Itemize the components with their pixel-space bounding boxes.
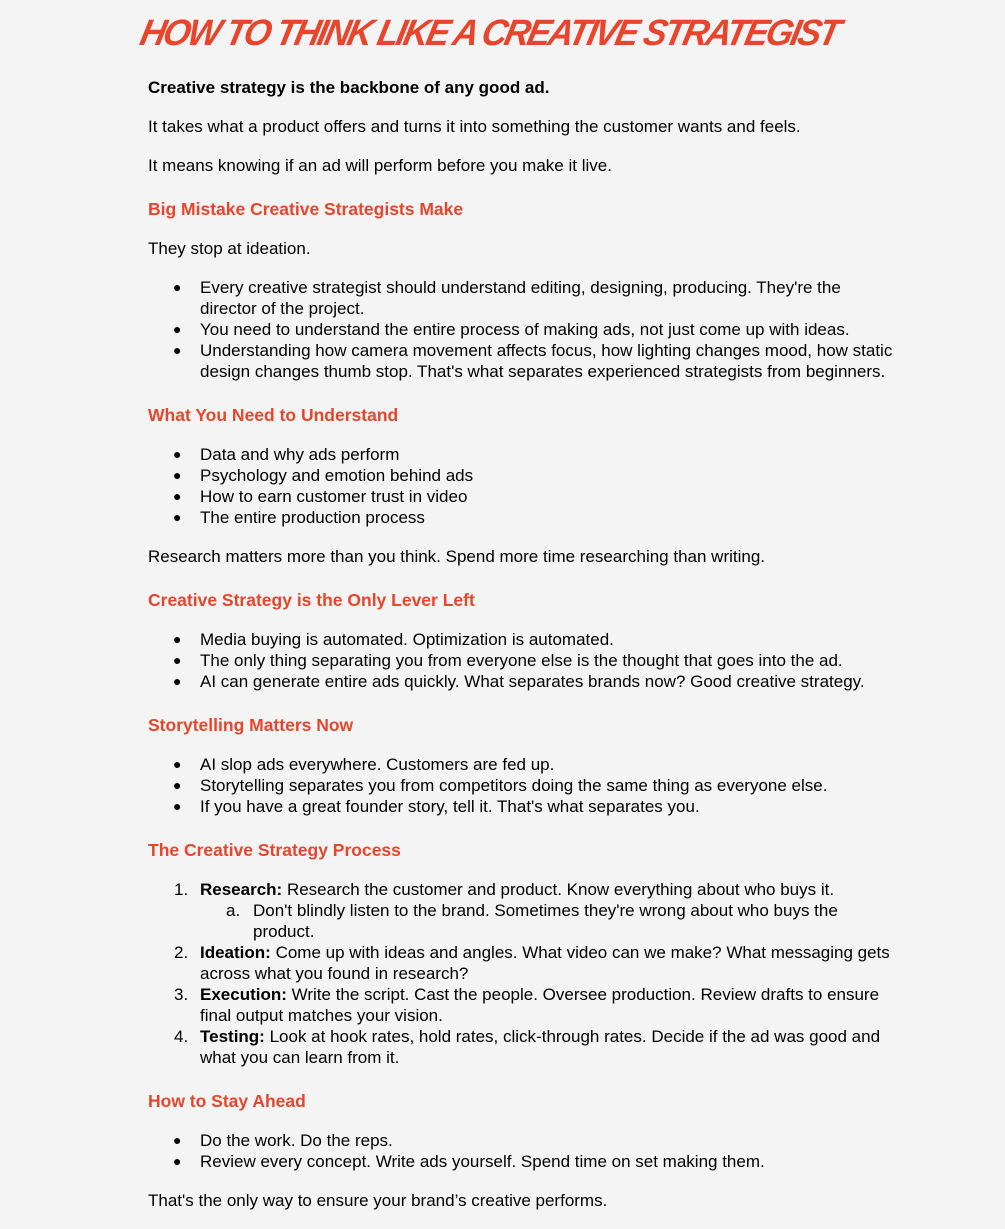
mistake-intro: They stop at ideation.	[148, 239, 311, 258]
list-item: ● AI slop ads everywhere. Customers are fed up.	[148, 754, 893, 775]
section-heading-lever: Creative Strategy is the Only Lever Left	[148, 590, 475, 610]
section-heading-process: The Creative Strategy Process	[148, 840, 401, 860]
understand-outro: Research matters more than you think. Spend more time researching than writing.	[148, 547, 766, 566]
step-text: Research the customer and product. Know everything about who buys it.	[282, 880, 835, 899]
step-number: 4.	[174, 1027, 189, 1046]
step-number: 2.	[174, 943, 189, 962]
substep-letter: a.	[226, 901, 241, 920]
section-heading-understand: What You Need to Understand	[148, 405, 399, 425]
step-label: Ideation:	[200, 943, 271, 962]
substep-text: Don't blindly listen to the brand. Sometimes they're wrong about who buys the product.	[253, 901, 838, 941]
process-step-ideation	[148, 942, 893, 984]
step-label: Research:	[200, 880, 283, 899]
understand-list	[148, 444, 893, 528]
mistake-list	[148, 277, 893, 382]
section-heading-ahead: How to Stay Ahead	[148, 1091, 306, 1111]
list-item: ● Review every concept. Write ads yourself. Spend time on set making them.	[148, 1151, 893, 1172]
list-item: ● You need to understand the entire process of making ads, not just come up with ideas.	[148, 319, 893, 340]
process-step-testing	[148, 1026, 893, 1068]
step-text: Look at hook rates, hold rates, click-through rates. Decide if the ad was good and what you can learn from it.	[200, 1027, 881, 1067]
list-item: ● AI can generate entire ads quickly. What separates brands now? Good creative strategy.	[148, 671, 893, 692]
list-item: ● The only thing separating you from everyone else is the thought that goes into the ad.	[148, 650, 893, 671]
process-substep	[200, 900, 893, 942]
list-item: ● Storytelling separates you from competitors doing the same thing as everyone else.	[148, 775, 893, 796]
intro-lead: Creative strategy is the backbone of any good ad.	[148, 78, 550, 97]
process-step-execution	[148, 984, 893, 1026]
list-item: ● Media buying is automated. Optimization is automated.	[148, 629, 893, 650]
step-number: 1.	[174, 880, 189, 899]
ahead-outro: That's the only way to ensure your brand’s creative performs.	[148, 1191, 608, 1210]
document-title: HOW TO THINK LIKE A CREATIVE STRATEGIST	[136, 12, 843, 54]
storytelling-list	[148, 754, 893, 817]
intro-paragraph-2: It means knowing if an ad will perform before you make it live.	[148, 156, 612, 175]
process-sublist	[200, 900, 893, 942]
list-item: ● Every creative strategist should understand editing, designing, producing. They're the director of the project.	[148, 277, 893, 319]
step-text: Come up with ideas and angles. What video can we make? What messaging gets across what you found in research?	[200, 943, 890, 983]
ahead-list	[148, 1130, 893, 1172]
list-item: ● Data and why ads perform	[148, 444, 893, 465]
step-number: 3.	[174, 985, 189, 1004]
step-text: Write the script. Cast the people. Oversee production. Review drafts to ensure final output matches your vision.	[200, 985, 880, 1025]
step-label: Testing:	[200, 1027, 265, 1046]
lever-list	[148, 629, 893, 692]
list-item: ● The entire production process	[148, 507, 893, 528]
list-item: ● How to earn customer trust in video	[148, 486, 893, 507]
intro-paragraph-1: It takes what a product offers and turns it into something the customer wants and feels.	[148, 117, 801, 136]
section-heading-storytelling: Storytelling Matters Now	[148, 715, 354, 735]
list-item: ● Psychology and emotion behind ads	[148, 465, 893, 486]
process-list	[148, 879, 893, 1068]
document-page	[136, 0, 893, 1229]
section-heading-mistake: Big Mistake Creative Strategists Make	[148, 199, 464, 219]
list-item: ● Do the work. Do the reps.	[148, 1130, 893, 1151]
list-item: ● Understanding how camera movement affects focus, how lighting changes mood, how static design changes thumb stop. That's what separates experienced strategists from beginners.	[148, 340, 893, 382]
process-step-research	[148, 879, 893, 942]
step-label: Execution:	[200, 985, 287, 1004]
list-item: ● If you have a great founder story, tell it. That's what separates you.	[148, 796, 893, 817]
